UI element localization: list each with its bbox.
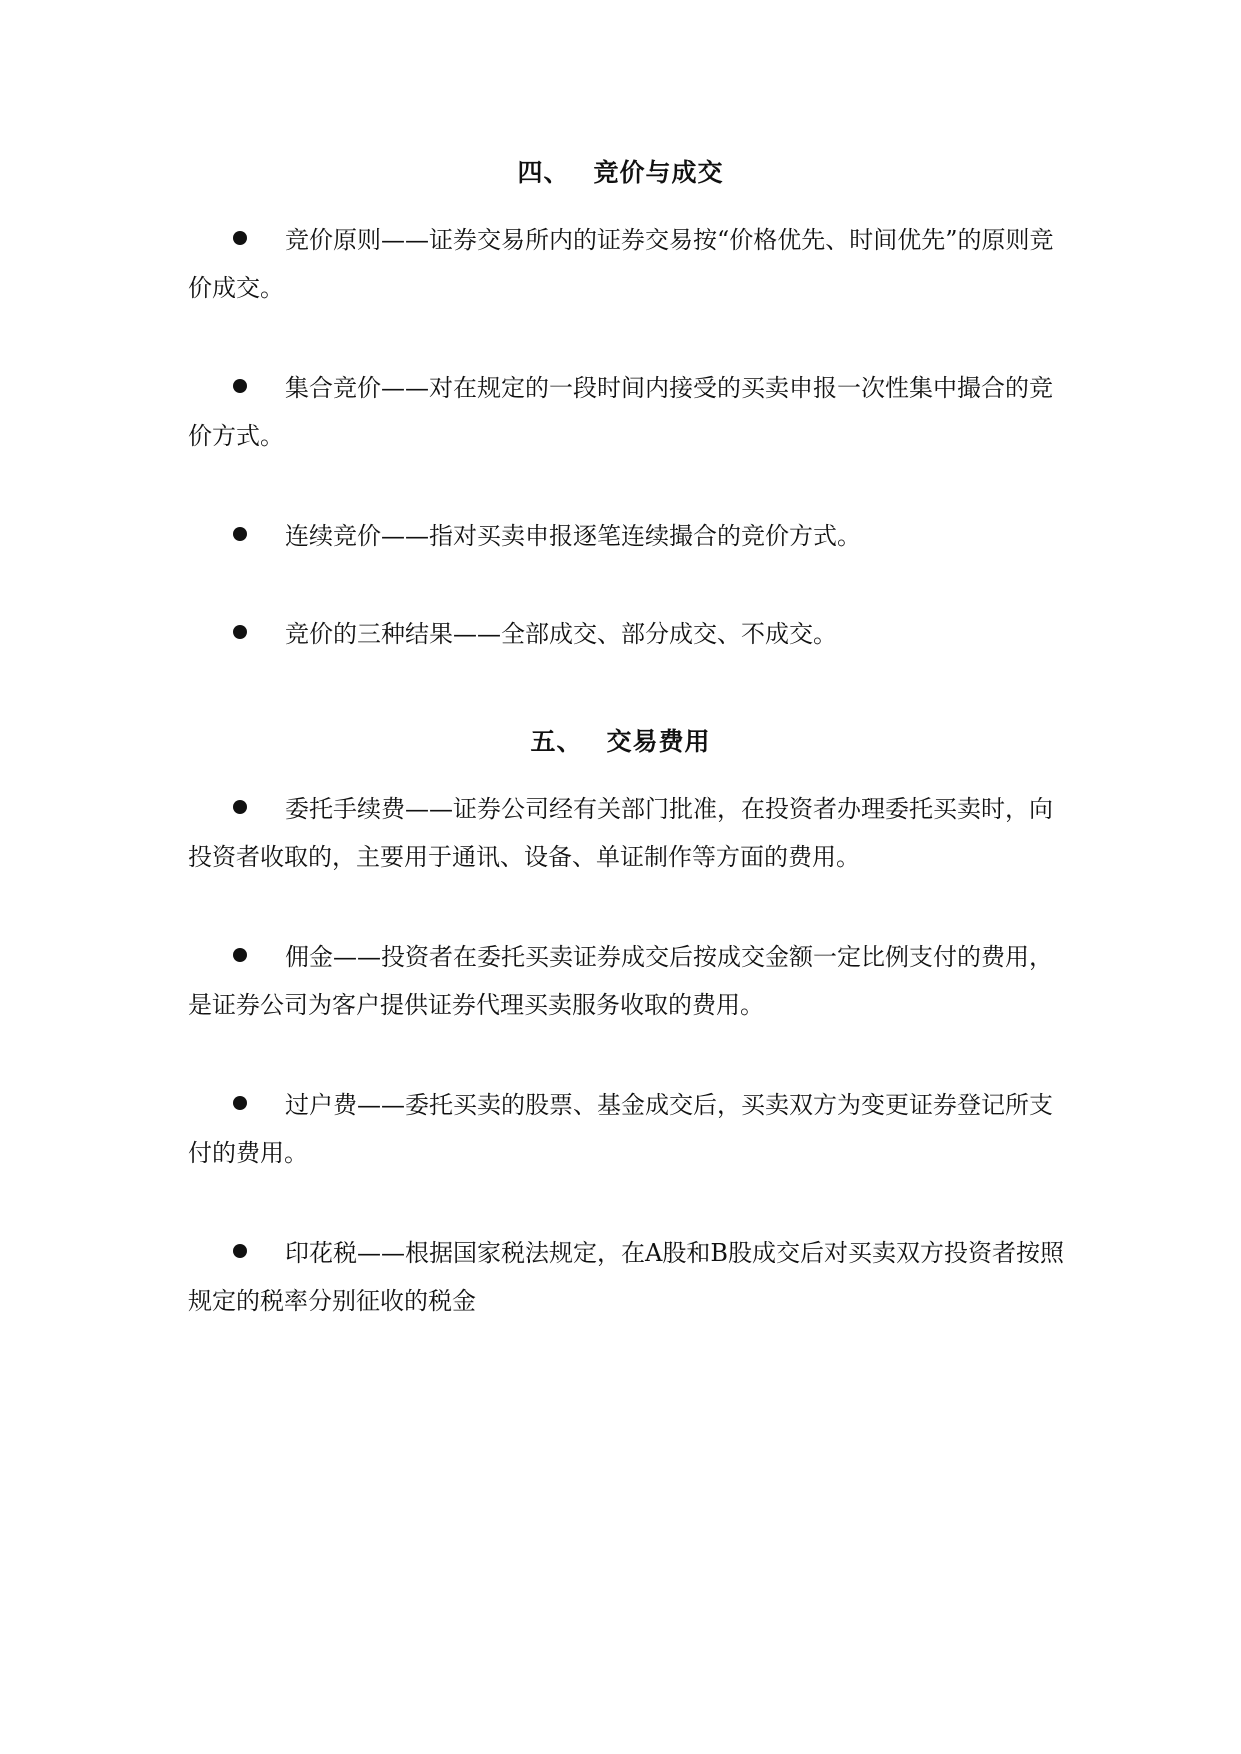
bullet-icon bbox=[233, 948, 247, 962]
list-item bbox=[188, 610, 1068, 658]
section-heading bbox=[0, 158, 1241, 188]
section-number: 四、 bbox=[517, 158, 570, 187]
bullet-icon bbox=[233, 231, 247, 245]
list-item-text: 佣金——投资者在委托买卖证券成交后按成交金额一定比例支付的费用，是证券公司为客户提供证券代理买卖服务收取的费用。 bbox=[188, 943, 1053, 1019]
list-item bbox=[188, 216, 1068, 312]
list-item bbox=[188, 512, 1068, 560]
list-item bbox=[188, 933, 1068, 1029]
section-heading bbox=[0, 727, 1241, 757]
section-title-text: 竞价与成交 bbox=[593, 158, 724, 187]
bullet-icon bbox=[233, 379, 247, 393]
list-item bbox=[188, 1229, 1068, 1325]
list-item-text: 印花税——根据国家税法规定，在A股和B股成交后对买卖双方投资者按照规定的税率分别征收的税金 bbox=[188, 1239, 1064, 1315]
section-number: 五、 bbox=[530, 727, 583, 756]
bullet-icon bbox=[233, 527, 247, 541]
bullet-icon bbox=[233, 1244, 247, 1258]
list-item-text: 连续竞价——指对买卖申报逐笔连续撮合的竞价方式。 bbox=[285, 522, 861, 550]
list-item bbox=[188, 364, 1068, 460]
bullet-icon bbox=[233, 625, 247, 639]
list-item bbox=[188, 785, 1068, 881]
list-item-text: 竞价的三种结果——全部成交、部分成交、不成交。 bbox=[285, 620, 837, 648]
list-item-text: 过户费——委托买卖的股票、基金成交后，买卖双方为变更证券登记所支付的费用。 bbox=[188, 1091, 1053, 1167]
list-item-text: 集合竞价——对在规定的一段时间内接受的买卖申报一次性集中撮合的竞价方式。 bbox=[188, 374, 1053, 450]
section-title-text: 交易费用 bbox=[606, 727, 711, 756]
bullet-icon bbox=[233, 1096, 247, 1110]
list-item bbox=[188, 1081, 1068, 1177]
list-item-text: 委托手续费——证券公司经有关部门批准，在投资者办理委托买卖时，向投资者收取的，主要用于通讯、设备、单证制作等方面的费用。 bbox=[188, 795, 1053, 871]
list-item-text: 竞价原则——证券交易所内的证券交易按“价格优先、时间优先”的原则竞价成交。 bbox=[188, 226, 1054, 302]
bullet-icon bbox=[233, 800, 247, 814]
